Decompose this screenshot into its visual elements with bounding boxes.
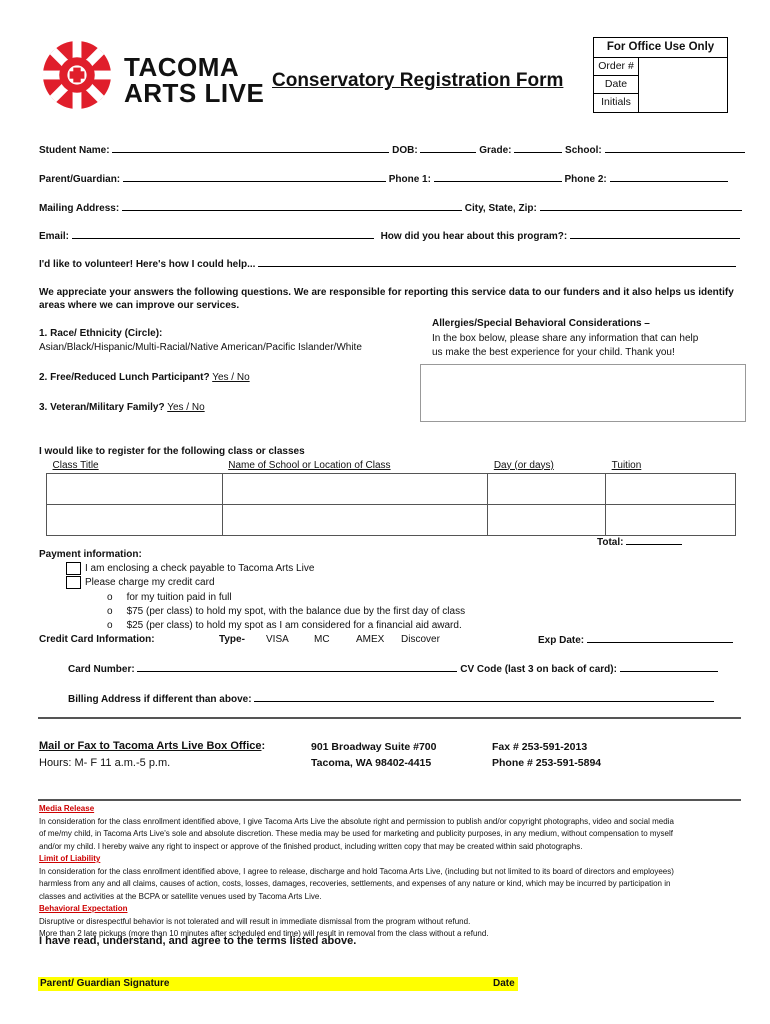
card-type-amex[interactable]: AMEX [356,634,385,645]
office-initials-cell: Initials [594,94,639,112]
race-label: 1. Race/ Ethnicity (Circle): [39,328,163,339]
phone-number: Phone # 253-591-5894 [492,757,602,769]
payment-check-row [66,562,314,575]
liability-line: In consideration for the class enrollment identified above, I agree to release, discharge and hold Tacoma Arts Live, (including but not limited to its board of directors and employees) [39,866,674,876]
table-row [47,473,736,504]
office-date-cell: Date [594,76,639,94]
payment-heading: Payment information: [39,549,142,560]
cv-field[interactable] [620,663,718,672]
student-name-field[interactable] [112,144,389,153]
address-line-1: 901 Broadway Suite #700 [311,741,437,753]
office-hours: Hours: M- F 11 a.m.-5 p.m. [39,757,171,769]
student-name-row [39,144,745,156]
volunteer-label: I'd like to volunteer! Here's how I could help... [39,259,256,270]
form-title: Conservatory Registration Form [272,70,564,91]
fax-number: Fax # 253-591-2013 [492,741,588,753]
parent-signature-label: Parent/ Guardian Signature [40,978,170,989]
divider [38,717,741,719]
allergies-line-2: us make the best experience for your child. Thank you! [432,347,675,358]
card-number-label: Card Number: [68,664,135,675]
check-checkbox[interactable] [66,562,81,575]
media-release-heading: Media Release [39,804,95,813]
lunch-options[interactable]: Yes / No [212,372,250,383]
total-field[interactable] [626,536,682,545]
bullet-icon: o [107,620,113,631]
veteran-options[interactable]: Yes / No [167,402,205,413]
card-number-row [68,663,718,675]
table-row [47,504,736,535]
credit-label: Credit Card Information: [39,634,155,645]
liability-line: classes and activities at the BCPA or satellite venues used by Tacoma Arts Live. [39,891,322,901]
tuition-header: Tuition [611,459,642,471]
billing-field[interactable] [254,693,714,702]
cv-label: CV Code (last 3 on back of card): [460,664,617,675]
payment-card-label: Please charge my credit card [85,577,215,589]
allergies-line-1: In the box below, please share any information that can help [432,333,699,344]
behavior-line: Disruptive or disrespectful behavior is not tolerated and will result in immediate dismissal from the program without refund. [39,916,471,926]
total-row [597,536,682,548]
signature-bar[interactable] [38,977,518,991]
email-field[interactable] [72,230,374,239]
billing-row [68,693,714,705]
volunteer-row [39,258,736,270]
payment-option-label: for my tuition paid in full [126,592,232,603]
city-label: City, State, Zip: [464,203,537,214]
office-use-heading: For Office Use Only [594,38,727,58]
veteran-label: 3. Veteran/Military Family? [39,402,165,413]
day-cell[interactable] [488,504,606,535]
mail-fax-text: Mail or Fax to Tacoma Arts Live Box Office [39,740,262,752]
liability-line: harmless from any and all claims, causes of action, costs, losses, damages, recoveries, settlements, and expenses of any nature or kind, which may be incurred by participation in [39,879,671,888]
allergies-heading: Allergies/Special Behavioral Considerations – [432,318,650,329]
mailing-row [39,202,742,214]
total-label: Total: [597,537,624,548]
veteran-row [39,402,205,413]
email-label: Email: [39,231,70,242]
appreciate-text: We appreciate your answers the following questions. We are responsible for reporting this service data to our funders and it also helps us identify areas where we can improve our services. [39,287,734,311]
email-row [39,230,740,242]
mailing-label: Mailing Address: [39,203,120,214]
media-release-line: In consideration for the class enrollment identified above, I give Tacoma Arts Live the absolute right and permission to publish and/or copyright photographs, video and social media [39,816,674,826]
legal-terms [39,803,739,941]
hear-label: How did you hear about this program?: [380,231,568,242]
bullet-icon: o [107,592,113,603]
exp-field[interactable] [587,634,733,643]
location-cell[interactable] [222,504,488,535]
payment-option-1[interactable] [107,592,232,603]
address-line-2: Tacoma, WA 98402-4415 [311,757,432,769]
class-table [46,458,736,536]
grade-label: Grade: [479,145,512,156]
card-number-field[interactable] [137,663,457,672]
billing-label: Billing Address if different than above: [68,694,252,705]
phone1-label: Phone 1: [388,174,431,185]
card-checkbox[interactable] [66,576,81,589]
phone2-label: Phone 2: [564,174,607,185]
card-type-label: Type- [219,634,245,645]
dob-field[interactable] [420,144,476,153]
card-type-mc[interactable]: MC [314,634,330,645]
location-header: Name of School or Location of Class [228,459,391,471]
payment-card-row [66,576,215,589]
bullet-icon: o [107,606,113,617]
payment-option-3[interactable] [107,620,462,631]
student-name-label: Student Name: [39,145,110,156]
office-order-cell: Order # [594,58,639,76]
school-label: School: [565,145,602,156]
exp-row [538,634,733,646]
phone2-field[interactable] [610,173,728,182]
exp-label: Exp Date: [538,635,585,646]
class-cell[interactable] [47,504,223,535]
parent-label: Parent/Guardian: [39,174,121,185]
location-cell[interactable] [222,473,488,504]
parent-row [39,173,728,185]
dob-label: DOB: [392,145,418,156]
media-release-line: of me/my child, in Tacoma Arts Live's sole and absolute discretion. These media may be used for marketing and publicity purposes, in any medium, without compensation to myself [39,829,673,838]
school-field[interactable] [605,144,745,153]
logo-text-tacoma: TACOMA [124,52,240,82]
payment-option-label: $75 (per class) to hold my spot, with the balance due by the first day of class [126,606,466,617]
media-release-line: and/or my child. I hereby waive any right to inspect or approve of the finished product, including written copy that may be created within said photographs. [39,841,583,851]
card-type-visa[interactable]: VISA [266,634,289,645]
parent-field[interactable] [123,173,386,182]
behavior-heading: Behavioral Expectation [39,904,128,913]
register-intro: I would like to register for the following class or classes [39,446,305,457]
race-options[interactable]: Asian/Black/Hispanic/Multi-Racial/Native American/Pacific Islander/White [39,342,362,353]
card-type-discover[interactable]: Discover [401,634,440,645]
city-field[interactable] [540,202,742,211]
agree-statement: I have read, understand, and agree to the terms listed above. [39,935,357,947]
volunteer-field[interactable] [258,258,736,267]
mail-fax-heading [39,740,265,752]
liability-heading: Limit of Liability [39,854,101,863]
tuition-cell[interactable] [606,473,736,504]
day-cell[interactable] [488,473,606,504]
lunch-row [39,372,250,383]
payment-check-label: I am enclosing a check payable to Tacoma Arts Live [85,563,315,575]
hear-field[interactable] [570,230,740,239]
logo-text-arts-live: ARTS LIVE [124,78,265,108]
tuition-cell[interactable] [606,504,736,535]
mail-fax-colon: : [261,740,266,752]
allergies-box[interactable] [420,364,746,422]
date-label: Date [493,978,515,989]
office-use-box [593,37,728,113]
mailing-field[interactable] [122,202,462,211]
divider [38,799,741,801]
phone1-field[interactable] [434,173,562,182]
payment-option-label: $25 (per class) to hold my spot as I am considered for a financial aid award. [126,620,462,631]
day-header: Day (or days) [493,459,554,471]
grade-field[interactable] [514,144,562,153]
class-cell[interactable] [47,473,223,504]
tacoma-arts-live-logo [40,38,114,112]
lunch-label: 2. Free/Reduced Lunch Participant? [39,372,210,383]
behavior-line: More than 2 late pickups (more than 10 minutes after scheduled end time) will result in removal from the class without a refund. [39,929,489,938]
class-title-header: Class Title [52,459,99,471]
payment-option-2[interactable] [107,606,465,617]
